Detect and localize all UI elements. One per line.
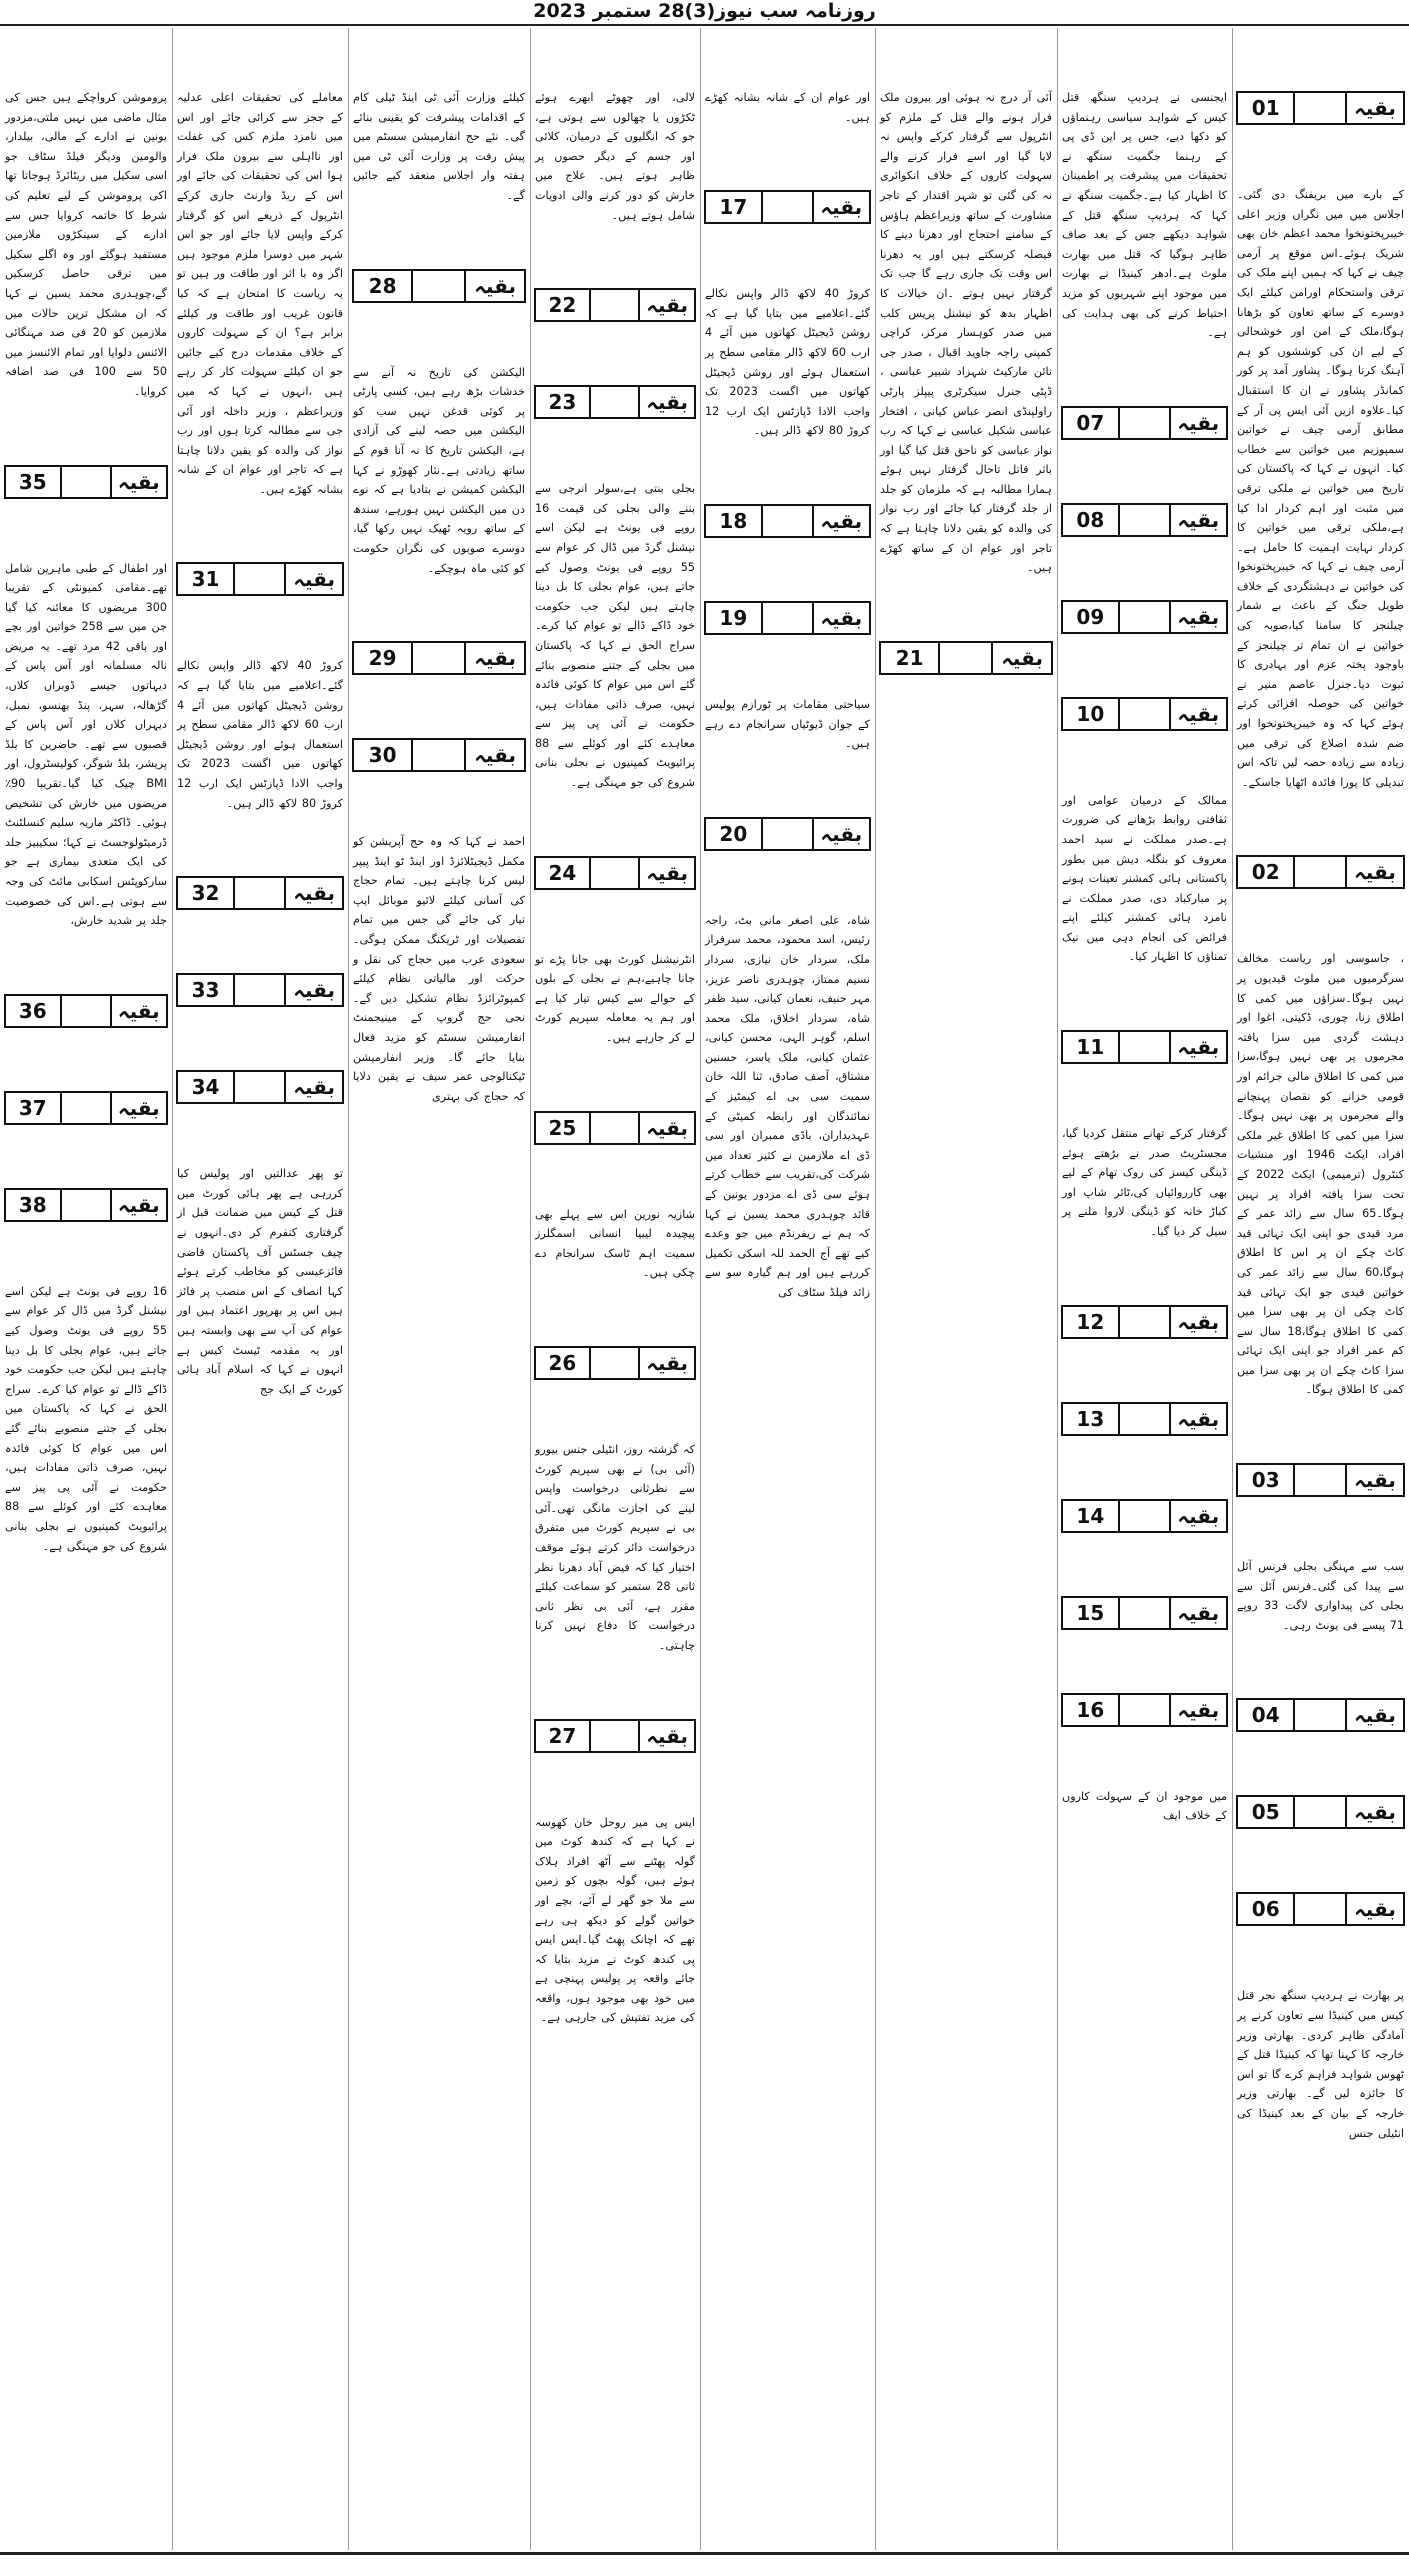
continuation-label: بقیہ (284, 878, 342, 908)
article-text: گرفتار کرکے تھانے منتقل کردیا گیا، مجسٹریٹ صدر نے بڑھتے ہوئے ڈینگی کیسز کی روک تھام کے لیے بھی کارروائیاں کی،ٹائر شاپ اور کباڑ خانہ کو ڈینگی لاروا ملنے پر سیل کر دیا گیا۔ (1062, 1127, 1227, 1239)
newspaper-title: روزنامہ سب نیوز(3)28 ستمبر 2023 (533, 0, 876, 22)
continuation-number: 29 (368, 646, 397, 671)
continuation-number: 18 (719, 508, 748, 533)
continuation-label: بقیہ (110, 996, 166, 1026)
continuation-label: بقیہ (1169, 602, 1226, 632)
article-text: لالی، اور چھوٹے ابھرے ہوئے ٹکڑوں یا چھالوں سے ہوتی ہے، جو کہ انگلیوں کے درمیان، کلائی اور جسم کے دیگر حصوں پر ظاہر ہوتے ہیں۔ علاج میں خارش کو دور کرنے والی ادویات شامل ہوتے ہیں۔ (535, 91, 695, 222)
continuation-blank-cell (1118, 1695, 1169, 1725)
continuation-label: بقیہ (1345, 1700, 1403, 1730)
continuation-number: 20 (719, 821, 748, 846)
continuation-label: بقیہ (638, 1113, 694, 1143)
news-column-6 (350, 28, 528, 2550)
continuation-box-23 (534, 385, 696, 419)
continuation-blank-cell (233, 1072, 284, 1102)
continuation-number: 28 (368, 273, 397, 298)
article-text: الیکشن کی تاریخ نہ آنے سے خدشات بڑھ رہے ہیں، کسی پارٹی پر کوئی قدغن نہیں سب کو الیکشن میں حصہ لینے کی آزادی ہے، الیکشن تاریخ کا نہ آنا قوم کے ساتھ زیادتی ہے۔نثار کھوڑو نے کہا الیکشن کمیشن نے بتادیا ہے کہ نوے دن میں الیکشن نہیں ہورہے، سندھ کے ساتھ رویہ ٹھیک نہیں رکھا گیا، دوسرے صوبوں کی نگران حکومت کو کئی ماہ ہوچکے۔ (353, 365, 525, 575)
continuation-blank-cell (1293, 1700, 1345, 1730)
continuation-box-07 (1061, 406, 1228, 440)
continuation-number: 14 (1076, 1503, 1105, 1528)
article-text: کے بارے میں بریفنگ دی گئی۔اجلاس میں میں نگراں وزیر اعلی خیبرپختونخوا محمد اعظم خان بھی شریک ہوئے۔اس موقع پر آرمی چیف نے کہا کہ ہمیں اپنے ملک کی ترقی واستحکام اورامن کیلئے ایک دوسرے کے ساتھ تعاون کو بڑھانا ہوگا،ملک کے امن اور خوشحالی کے لیے ان کی کوششوں کو ہم آہنگ کرنا ہوگا۔ پشاور آمد پر کور کمانڈر پشاور نے ان کا استقبال کیا۔علاوہ ازیں آئی ایس پی آر کے مطابق آرمی چیف نے خواتین سمپوزیم میں خواتین سے خطاب کیا۔ انہوں نے کہا کہ پاکستان کی تاریخ میں خواتین نے ملکی ترقی میں مثبت اور اہم کردار ادا کیا ہے،ملکی ترقی میں خواتین کا کردار نہایت اہمیت کا حامل ہے۔آرمی چیف نے کہا کہ خیبرپختونخوا کی خواتین نے دہشتگردی کے خلاف طویل جنگ کے باعث بے شمار چیلنجز کا سامنا کیا،صوبہ کی خواتین نے ان تمام تر چیلنجز کے باوجود پختہ عزم اور بہادری کا ثبوت دیا۔جنرل عاصم منیر نے خواتین کی حوصلہ افزائی کرتے ہوئے کہا کہ وہ خیبرپختونخوا اور ضم شدہ اضلاع کی ترقی میں زیادہ سے زیادہ حصہ لیں تاکہ اس تبدیلی کا پورا فائدہ اٹھایا جاسکے۔ (1237, 188, 1404, 789)
continuation-box-01 (1236, 91, 1405, 125)
continuation-blank-cell (589, 1113, 638, 1143)
continuation-label: بقیہ (1169, 505, 1226, 535)
continuation-number: 36 (18, 998, 47, 1023)
continuation-blank-cell (1118, 505, 1169, 535)
continuation-label: بقیہ (464, 643, 524, 673)
continuation-blank-cell (589, 1348, 638, 1378)
continuation-number: 10 (1076, 701, 1105, 726)
continuation-blank-cell (589, 858, 638, 888)
article-text: ممالک کے درمیان عوامی اور ثقافتی روابط بڑھانے کی ضرورت ہے۔صدر مملکت نے سید احمد معروف کو بنگلہ دیش میں بطور پاکستانی ہائی کمشنر تعینات ہونے پر مبارکباد دی، صدر مملکت نے نامزد ہائی کمشنر کیلئے اپنے فرائض کی انجام دہی میں نیک تمناؤں کا اظہار کیا۔ (1062, 793, 1227, 964)
continuation-label: بقیہ (1169, 1307, 1226, 1337)
continuation-label: بقیہ (1169, 699, 1226, 729)
continuation-blank-cell (60, 996, 110, 1026)
continuation-label: بقیہ (1345, 1797, 1403, 1827)
continuation-blank-cell (589, 290, 638, 320)
continuation-box-11 (1061, 1030, 1228, 1064)
article-text: تو پھر عدالتیں اور پولیس کیا کررہی ہے پھر ہائی کورٹ میں قتل کے کیس میں ضمانت قبل از گرفتاری کنفرم کر دی۔انہوں نے چیف جسٹس آف پاکستان قاضی فائزعیسی کو مخاطب کرتے ہوئے کہا انصاف کے اس منصب پر فائز ہیں اس پر بھرپور اعتماد ہیں اور عوام کی آپ سے بھی وابستہ ہیں اور یہ مقدمہ ٹیسٹ کیس ہے انہوں نے کہا کہ اسلام آباد ہائی کورٹ کے ایک جج (177, 1167, 343, 1396)
continuation-label: بقیہ (812, 819, 869, 849)
continuation-box-20 (704, 817, 871, 851)
continuation-box-32 (176, 876, 344, 910)
article-text: ، جاسوسی اور ریاست مخالف سرگرمیوں میں ملوث قیدیوں پر نہیں ہوگا۔سزاؤں میں کمی کا اطلاق زنا، چوری، ڈکیتی، اغوا اور دہشت گردی میں سزا یافتہ مجرموں پر بھی نہیں ہوگا،سزا میں کمی کا اطلاق مالی جرائم اور قومی خزانے کو نقصان پہنچانے والے مجرموں پر بھی نہیں ہوگا۔سزا میں کمی کا اطلاق غیر ملکی افراد، ایکٹ 1946 اور منشیات کنٹرول (ترمیمی) ایکٹ 2022 کے تحت سزا یافتہ افراد پر نہیں ہوگا۔65 سال سے زائد عمر کے مرد قیدی جو اپنی ایک تہائی قید کاٹ چکے ان پر اس کا اطلاق ہوگا،60 سال سے زائد عمر کی خواتین قیدی جو ایک تہائی قید کاٹ چکی ان پر بھی سزا میں کمی کا اطلاق ہوگا،18 سال سے کم عمر افراد جو اپنی ایک تہائی سزا کاٹ چکے ان پر بھی سزا میں کمی کا اطلاق ہوگا۔ (1237, 952, 1405, 1397)
continuation-label: بقیہ (638, 1348, 694, 1378)
continuation-label: بقیہ (1345, 1465, 1403, 1495)
continuation-label: بقیہ (110, 467, 166, 497)
continuation-number: 02 (1251, 860, 1280, 885)
continuation-blank-cell (761, 603, 812, 633)
continuation-box-15 (1061, 1596, 1228, 1630)
continuation-number: 12 (1076, 1309, 1105, 1334)
article-text: کہ گزشتہ روز، انٹیلی جنس بیورو (آئی بی) نے بھی سپریم کورٹ سے نظرثانی درخواست واپس لینے کی اجازت مانگی تھی۔آئی بی نے سپریم کورٹ میں متفرق درخواست دائر کرتے ہوئے موقف اختیار کیا کہ فیض آباد دھرنا نظر ثانی 28 ستمبر کو سماعت کیلئے مقرر ہے، آئی بی نظر ثانی درخواست کا دفاع نہیں کرنا چاہتی۔ (535, 1443, 695, 1652)
columns-container (0, 28, 1409, 2550)
header-rule (0, 24, 1409, 26)
continuation-box-14 (1061, 1499, 1228, 1533)
continuation-number: 15 (1076, 1600, 1105, 1625)
continuation-blank-cell (233, 975, 284, 1005)
continuation-number: 38 (18, 1192, 47, 1217)
continuation-label: بقیہ (1345, 93, 1403, 123)
continuation-number: 33 (191, 978, 220, 1003)
article-text: 16 روپے فی یونٹ ہے لیکن اسے نیشنل گرڈ میں ڈال کر عوام سے 55 روپے فی یونٹ وصول کیے جاتے ہیں، عوام بجلی کا بل دینا چاہتے ہیں لیکن جب حکومت خود ڈاکے ڈالے تو عوام کیا کرے۔ سراج الحق نے کہا کہ پاکستان میں بجلی کے جتنے منصوبے بنائے گئے اس میں عوام کا کوئی فائدہ نہیں، صرف ذاتی مفادات ہیں، حکومت نے آئی پی پیز سے معاہدے کئے اور کوئلے سے 88 پرائیویٹ کمپنیوں نے بجلی بنانی شروع کی جو مہنگی ہے۔ (5, 1284, 167, 1553)
continuation-blank-cell (1118, 699, 1169, 729)
continuation-blank-cell (1293, 857, 1345, 887)
continuation-box-34 (176, 1070, 344, 1104)
continuation-box-09 (1061, 600, 1228, 634)
news-column-7 (174, 28, 346, 2550)
continuation-label: بقیہ (464, 271, 524, 301)
continuation-number: 25 (548, 1115, 577, 1140)
column-divider (172, 28, 173, 2550)
column-divider (875, 28, 876, 2550)
continuation-box-30 (352, 738, 526, 772)
continuation-blank-cell (411, 740, 464, 770)
continuation-blank-cell (1118, 1598, 1169, 1628)
continuation-blank-cell (761, 819, 812, 849)
column-divider (530, 28, 531, 2550)
continuation-box-10 (1061, 697, 1228, 731)
continuation-label: بقیہ (464, 740, 524, 770)
continuation-box-04 (1236, 1698, 1405, 1732)
continuation-number: 30 (368, 743, 397, 768)
continuation-number: 19 (719, 605, 748, 630)
continuation-blank-cell (1118, 408, 1169, 438)
continuation-label: بقیہ (812, 506, 869, 536)
continuation-blank-cell (233, 564, 284, 594)
article-text: شاہ، علی اصغر مانی بٹ، راجہ رئیس، اسد محمود، محمد سرفراز ملک، سردار خان نیازی، سردار نسیم ممتاز، چوہدری ناصر عزیز، مہر حنیف، نعمان کیانی، سید ظفر شاہ، سردار اخلاق، ملک محمد اسلم، گوہر الہی، محسن کیانی، عثمان کیانی، ملک یاسر، حسنین مشتاق، آصف صادق، ثنا اللہ خان سمیت سی بی اے کیمٹیز کے نمائندگان اور رابطہ کمیٹی کے عہدیداران، باڈی ممبران اور سی ڈی اے ملازمین نے کثیر تعداد میں شرکت کی،تقریب سے خطاب کرتے ہوئے سی ڈی اے مزدور یونین کے قائد چوہدری محمد یسین نے کہا کہ ہم نے ریفرنڈم میں جو وعدے کیے تھے آج الحمد للہ اسکی تکمیل کررہے ہیں اور ہم گیارہ سو سے زائد فیلڈ سٹاف کی (705, 913, 870, 1299)
continuation-box-06 (1236, 1892, 1405, 1926)
news-column-5 (532, 28, 698, 2550)
continuation-blank-cell (411, 643, 464, 673)
continuation-box-38 (4, 1188, 168, 1222)
column-divider (1232, 28, 1233, 2550)
continuation-blank-cell (1118, 1501, 1169, 1531)
continuation-label: بقیہ (284, 975, 342, 1005)
continuation-blank-cell (1293, 1465, 1345, 1495)
article-text: احمد نے کہا کہ وہ حج آپریشن کو مکمل ڈیجیٹلائزڈ اور اینڈ ٹو اینڈ پیپر لیس کرنا چاہتے ہیں۔ تمام حجاج کی آسانی کیلئے لائیو موبائل ایپ تیار کی جائے گی جس میں تمام تفصیلات اور ٹریکنگ ممکن ہوگی۔ سعودی عرب میں حجاج کی نقل و حرکت اور مالیاتی نظام کیلئے کمپوٹرائزڈ نظام تشکیل دیں گے۔ نجی حج گروپ کے مینیجمنٹ انفارمیشن سسٹم کو مزید فعال بنایا جائے گا۔ وزیر انفارمیشن ٹیکنالوجی عمر سیف نے یقین دلایا کہ حجاج کی بہتری (353, 835, 525, 1103)
article-text: شازیہ نورین اس سے پہلے بھی پیچیدہ لیبیا انسانی اسمگلرز سمیت اہم ٹاسک سرانجام دے چکی ہیں۔ (535, 1207, 695, 1280)
article-text: ایجنسی نے ہردیپ سنگھ قتل کیس کے شواہد سیاسی رہنماؤں کو دکھا دیے، جس پر این ڈی پی کے رہنما جگمیت سنگھ نے تحقیقات میں پیشرفت پر اطمینان کا اظہار کیا ہے۔جگمیت سنگھ نے کہا کہ ہردیپ سنگھ قتل کے شواہد دیکھے جس کے بعد صاف ظاہر ہوگیا کہ قتل میں بھارت ملوث ہے۔ادھر کینیڈا نے بھارت میں موجود اپنے شہریوں کو مزید احتیاط کرنے کی بھی ہدایت کی ہے۔ (1062, 91, 1227, 340)
continuation-label: بقیہ (1169, 1032, 1226, 1062)
continuation-label: بقیہ (991, 643, 1051, 673)
continuation-number: 31 (191, 567, 220, 592)
continuation-label: بقیہ (638, 290, 694, 320)
article-text: آئی آر درج نہ ہوئی اور بیرون ملک فرار ہونے والے قتل کے ملزم کو انٹرپول سے گرفتار کرکے واپس نہ لایا گیا اور اسے فرار کرنے والے سہولت کاروں کے خلاف انکوائری نہ کی گئی تو شہر اقتدار کے تاجر مشاورت کے ساتھ وزیراعظم ہاؤس کے سامنے احتجاج اور دھرنا دینے کا فیصلہ کرسکتے ہیں اور یہ دھرنا اس وقت تک جاری رہے گا جب تک گرفتار نہیں ہوتے ۔ان خیالات کا اظہار بدھ کو نیشنل پریس کلب میں صدر کوہسار مرکز، کراچی کمپنی راجہ جاوید اقبال ، صدر جی نائن مارکیٹ شہزاد شبیر عباسی ، ڈپٹی جنرل سیکرٹری پیپلز پارٹی راولپنڈی انصر عباس کیانی ، افتخار عباسی شکیل عباسی نے کہا کہ رب نواز عباسی کو ناحق قتل کیا گیا اور باثر قاتل تاحال گرفتار نہیں ہوئے ہمارا مطالبہ ہے کہ ملزمان کو جلد از جلد گرفتار کیا جائے اور رب نواز کی والدہ کو یقین دلانا چاہتا ہے کہ تاجر اور عوام ان کے ساتھ کھڑے ہیں۔ (880, 91, 1052, 575)
continuation-blank-cell (1293, 1797, 1345, 1827)
continuation-blank-cell (761, 506, 812, 536)
continuation-label: بقیہ (1169, 1404, 1226, 1434)
continuation-number: 04 (1251, 1703, 1280, 1728)
continuation-number: 01 (1251, 96, 1280, 120)
continuation-label: بقیہ (638, 1721, 694, 1751)
continuation-label: بقیہ (638, 387, 694, 417)
continuation-box-37 (4, 1091, 168, 1125)
continuation-box-05 (1236, 1795, 1405, 1829)
continuation-number: 09 (1076, 604, 1105, 629)
news-column-1 (1234, 28, 1407, 2550)
article-text: انٹرنیشنل کورٹ بھی جانا پڑے تو جانا چاہیے،ہم نے بجلی کے بلوں کے حوالے سے کیس تیار کیا ہے اور ہم یہ معاملہ سپریم کورٹ لے کر جارہے ہیں۔ (535, 952, 695, 1045)
continuation-number: 08 (1076, 507, 1105, 532)
continuation-label: بقیہ (1345, 1894, 1403, 1924)
continuation-blank-cell (938, 643, 991, 673)
article-text: کروڑ 40 لاکھ ڈالر واپس نکالے گئے۔اعلامیے میں بتایا گیا ہے کہ روشن ڈیجیٹل کھاتوں میں آئے 4 ارب 60 لاکھ ڈالر مقامی سطح پر استعمال ہوئے اور روشن ڈیجیٹل کھاتوں میں اگست 2023 تک واجب الادا ڈپازٹس ایک ارب 12 کروڑ 80 لاکھ ڈالر ہیں۔ (705, 287, 870, 438)
article-text: پر بھارت نے ہردیپ سنگھ نجر قتل کیس میں کینیڈا سے تعاون کرنے پر آمادگی ظاہر کردی۔ بھارتی وزیر خارجہ کا کہنا تھا کہ کینیڈا قتل کے ٹھوس شواہد فراہم کرے گا تو اس کا جائزہ لیں گے۔ بھارتی وزیر خارجہ کے بیان کے بعد کینیڈا کی انٹیلی جنس (1237, 1989, 1404, 2140)
continuation-box-02 (1236, 855, 1405, 889)
continuation-label: بقیہ (110, 1190, 166, 1220)
continuation-blank-cell (1293, 1894, 1345, 1924)
continuation-box-27 (534, 1719, 696, 1753)
continuation-blank-cell (589, 387, 638, 417)
news-column-3 (877, 28, 1055, 2550)
continuation-label: بقیہ (284, 1072, 342, 1102)
news-column-2 (1059, 28, 1230, 2550)
continuation-number: 11 (1076, 1035, 1105, 1060)
article-text: معاملے کی تحقیقات اعلی عدلیہ کے ججز سے کرائی جائے اور اس میں نامزد ملزم کس کی غفلت اور نااہلی سے بیرون ملک فرار ہوا اس کی تحقیقات کی جائے اور اس کے ریڈ وارنٹ جاری کرکے انٹرپول کے ذریعے اس کو گرفتار کرکے واپس لایا جائے اور جو اس شہر میں دوسرا ملزم موجود ہیں اگر وہ با اثر اور طاقت ور ہیں تو یہ ریاست کا امتحان ہے کہ کیا قانون غریب اور طاقت ور کیلئے برابر ہے؟ ان کے سہولت کاروں کے خلاف مقدمات درج کیے جائیں جو ان کیلئے سہولت کار کر رہے ہیں ،انہوں نے کہا کہ میں وزیراعظم ، وزیر داخلہ اور آئی جی سے مطالبہ کرتا ہوں اور رب نواز کی والدہ کو یقین دلانا چاہتا ہے کہ تاجر اور عوام ان کے شانہ بشانہ کھڑے ہیں۔ (177, 91, 343, 496)
continuation-box-26 (534, 1346, 696, 1380)
continuation-number: 35 (18, 469, 47, 494)
continuation-number: 05 (1251, 1800, 1280, 1825)
continuation-number: 34 (191, 1075, 220, 1100)
continuation-label: بقیہ (812, 603, 869, 633)
continuation-blank-cell (411, 271, 464, 301)
continuation-blank-cell (60, 1093, 110, 1123)
article-text: میں موجود ان کے سہولت کاروں کے خلاف ایف (1062, 1789, 1227, 1823)
continuation-number: 07 (1076, 410, 1105, 435)
continuation-number: 06 (1251, 1897, 1280, 1922)
article-text: ایس پی میر روحل خان کھوسہ نے کہا ہے کہ کندھ کوٹ میں گولہ پھٹنے سے آٹھ افراد ہلاک ہوئے ہیں، گولہ بچوں کو زمین سے ملا جو گھر لے آئے، بچے اور خواتین گولے کو دیکھ ہی رہے تھے کہ اچانک پھٹ گیا۔ایس ایس پی کندھ کوٹ نے مزید بتایا کہ جائے واقعہ پر پولیس پہنچی ہے میں خود بھی موجود ہوں، واقعہ کی مزید تفتیش کی جارہی ہے۔ (535, 1815, 695, 2025)
continuation-label: بقیہ (1169, 408, 1226, 438)
continuation-blank-cell (60, 467, 110, 497)
continuation-blank-cell (1118, 1404, 1169, 1434)
continuation-number: 32 (191, 881, 220, 906)
continuation-label: بقیہ (1345, 857, 1403, 887)
continuation-blank-cell (233, 878, 284, 908)
column-divider (700, 28, 701, 2550)
continuation-label: بقیہ (110, 1093, 166, 1123)
continuation-number: 16 (1076, 1697, 1105, 1722)
continuation-box-12 (1061, 1305, 1228, 1339)
continuation-box-28 (352, 269, 526, 303)
continuation-label: بقیہ (1169, 1501, 1226, 1531)
continuation-number: 23 (548, 390, 577, 415)
continuation-number: 13 (1076, 1406, 1105, 1431)
continuation-number: 26 (548, 1351, 577, 1375)
continuation-box-19 (704, 601, 871, 635)
continuation-blank-cell (1118, 1032, 1169, 1062)
continuation-box-18 (704, 504, 871, 538)
article-text: اور عوام ان کے شانہ بشانہ کھڑے ہیں۔ (705, 91, 870, 124)
article-text: سیاحتی مقامات پر ٹورازم پولیس کے جوان ڈیوٹیاں سرانجام دے رہے ہیں۔ (705, 697, 870, 751)
continuation-box-21 (879, 641, 1053, 675)
news-column-4 (702, 28, 873, 2550)
continuation-number: 17 (719, 195, 748, 220)
continuation-blank-cell (589, 1721, 638, 1751)
column-divider (348, 28, 349, 2550)
continuation-label: بقیہ (284, 564, 342, 594)
continuation-number: 03 (1251, 1468, 1280, 1493)
article-text: سب سے مہنگی بجلی فرنس آئل سے پیدا کی گئی۔فرنس آئل سے بجلی کی پیداواری لاگت 33 روپے 71 پیسے فی یونٹ رہی۔ (1237, 1560, 1405, 1632)
continuation-blank-cell (1118, 602, 1169, 632)
continuation-box-31 (176, 562, 344, 596)
continuation-box-29 (352, 641, 526, 675)
continuation-box-35 (4, 465, 168, 499)
article-text: کیلئے وزارت آئی ٹی اینڈ ٹیلی کام کے اقدامات پیشرفت کو یقینی بنائے گی۔ نئے حج انفارمیشن سسٹم میں پیش رفت پر وزارت آئی ٹی میں ہفتہ وار اجلاس منعقد کیے جائیں گے۔ (353, 91, 525, 202)
article-text: اور اطفال کے طبی ماہرین شامل تھے۔مقامی کمیونٹی کے تقریبا 300 مریضوں کا معائنہ کیا گیا جن میں سے 258 خواتین اور بچے اور باقی 42 مرد تھے۔ یہ مریض نالہ مسلمانہ اور آس پاس کے دیہاتوں جیسے ڈوبراں کلاں، گڑھالہ، سہر، پنڈ بھنسو، نمبل، دیہراں کلاں اور آس پاس کے قصبوں سے تھے۔ حاضرین کا بلڈ پریشر، بلڈ شوگر، کولیسٹرول، اور BMI چیک کیا گیا۔تقریبا 90٪ مریضوں میں خارش کی تشخیص ہوئی۔ ڈاکٹر ماریہ سلیم کنسلٹنٹ ڈرمیٹولوجسٹ نے کہا؛ سکیبیز جلد کی ایک متعدی بیماری ہے جو سارکوپٹس اسکابی مائٹ کی وجہ سے ہوتی ہے۔اس کی خصوصیت جلد پر شدید خارش، (5, 561, 167, 928)
article-text: بجلی بنتی ہے،سولر انرجی سے بننے والی بجلی کی قیمت 16 روپے فی یونٹ ہے لیکن اسے نیشنل گرڈ میں ڈال کر عوام سے 55 روپے فی یونٹ وصول کیے جاتے ہیں، عوام بجلی کا بل دینا چاہتے ہیں لیکن جب حکومت خود ڈاکے ڈالے تو عوام کیا کرے۔ سراج الحق نے کہا کہ پاکستان میں بجلی کے جتنے منصوبے بنائے گئے اس میں عوام کا کوئی فائدہ نہیں، صرف ذاتی مفادات ہیں، حکومت نے آئی پی پیز سے معاہدے کئے اور کوئلے سے 88 پرائیویٹ کمپنیوں نے بجلی بنانی شروع کی جو مہنگی ہے۔ (535, 482, 695, 790)
footer-rule (0, 2552, 1409, 2555)
continuation-number: 22 (548, 293, 577, 318)
continuation-box-22 (534, 288, 696, 322)
continuation-label: بقیہ (1169, 1598, 1226, 1628)
continuation-box-03 (1236, 1463, 1405, 1497)
continuation-box-25 (534, 1111, 696, 1145)
continuation-blank-cell (1118, 1307, 1169, 1337)
column-divider (1057, 28, 1058, 2550)
continuation-label: بقیہ (638, 858, 694, 888)
continuation-box-13 (1061, 1402, 1228, 1436)
continuation-number: 27 (548, 1723, 577, 1748)
continuation-number: 37 (18, 1095, 47, 1120)
article-text: کروڑ 40 لاکھ ڈالر واپس نکالے گئے۔اعلامیے میں بتایا گیا ہے کہ روشن ڈیجیٹل کھاتوں میں آئے 4 ارب 60 لاکھ ڈالر مقامی سطح پر استعمال ہوئے اور روشن ڈیجیٹل کھاتوں میں اگست 2023 تک واجب الادا ڈپازٹس ایک ارب 12 کروڑ 80 لاکھ ڈالر ہیں۔ (177, 659, 343, 810)
article-text: پروموشن کرواچکے ہیں جس کی مثال ماضی میں نہیں ملتی،مزدور یونین نے ادارے کے مالی، بیلدار، والومین ودیگر فیلڈ سٹاف جو اسی سکیل میں ریٹائرڈ ہوجاتا تھا اکی پروموشن کے لیے تعلیم کی شرط کا خاتمہ کروایا جس سے ادارے کے سینکڑوں ملازمین مستفید ہوگئے اور وہ اگلے سکیل میں ترقی حاصل کرسکیں گے،چوہدری محمد یسین نے کہا کہ ان مشکل ترین حالات میں ملازمین کو 20 فی صد مہنگائی الائنس دلوایا اور تمام الائنسز میں 50 سے 100 فی صد اضافہ کروایا۔ (5, 91, 168, 398)
continuation-box-36 (4, 994, 168, 1028)
continuation-number: 24 (548, 860, 577, 885)
continuation-box-08 (1061, 503, 1228, 537)
masthead (0, 0, 1409, 22)
continuation-blank-cell (60, 1190, 110, 1220)
news-column-8 (2, 28, 170, 2550)
continuation-label: بقیہ (1169, 1695, 1226, 1725)
continuation-box-16 (1061, 1693, 1228, 1727)
continuation-box-24 (534, 856, 696, 890)
continuation-blank-cell (1293, 93, 1345, 123)
continuation-number: 21 (895, 645, 924, 670)
continuation-box-33 (176, 973, 344, 1007)
continuation-label: بقیہ (812, 192, 869, 222)
continuation-box-17 (704, 190, 871, 224)
continuation-blank-cell (761, 192, 812, 222)
